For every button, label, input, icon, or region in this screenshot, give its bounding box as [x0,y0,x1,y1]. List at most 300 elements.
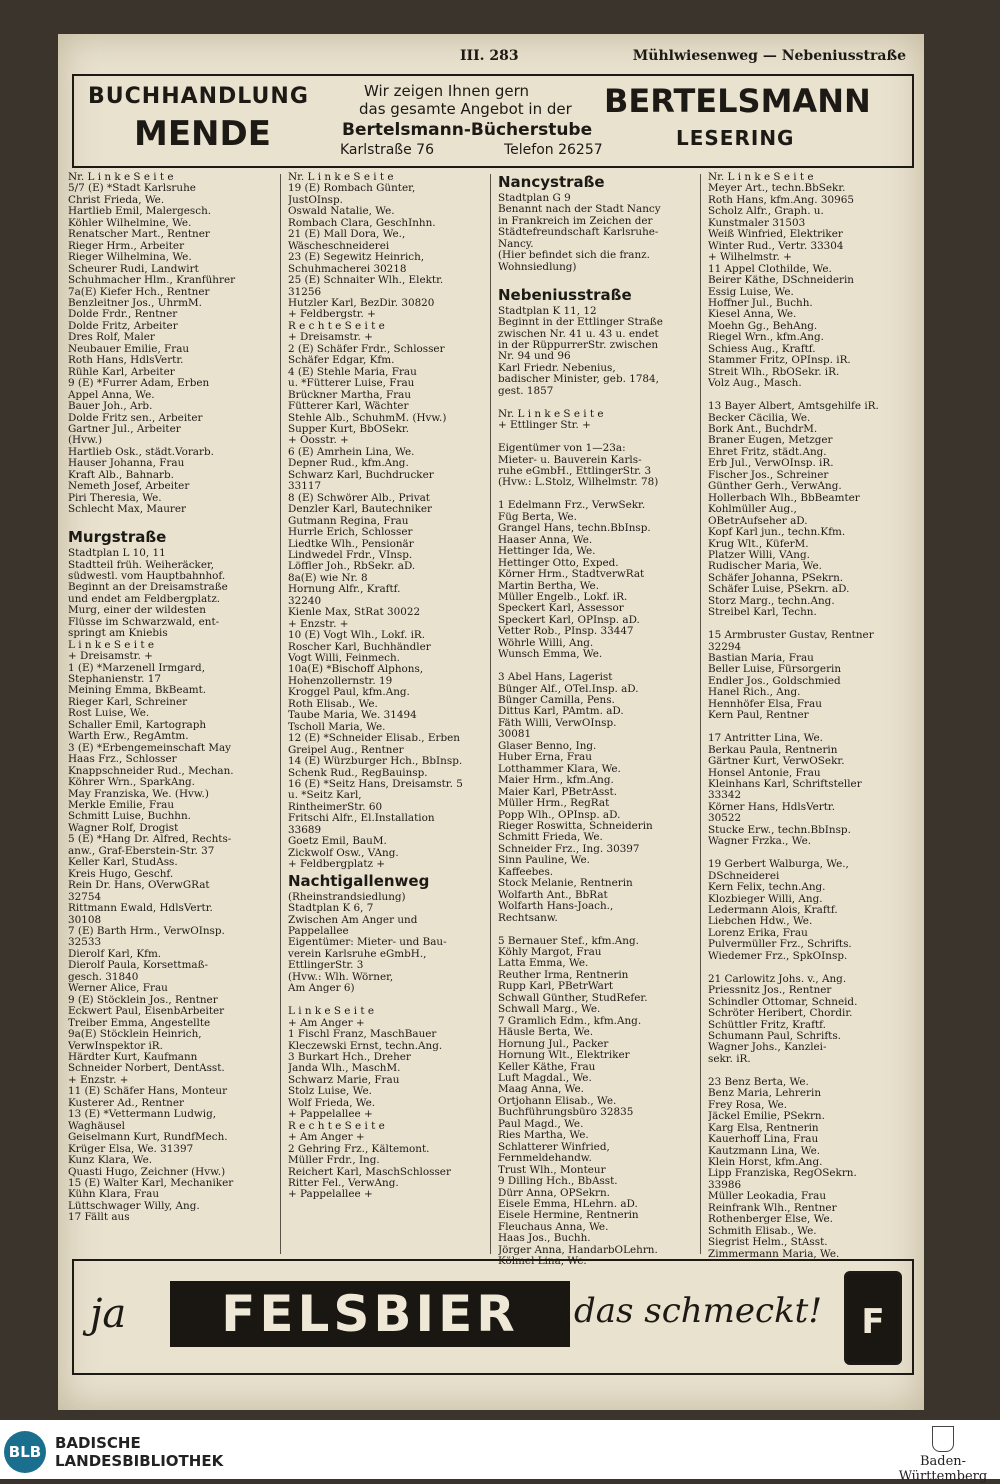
directory-line: Beller Luise, Fürsorgerin [708,664,842,676]
directory-line: Karg Elsa, Rentnerin [708,1122,819,1134]
directory-line [498,273,704,284]
directory-line: Kohlmüller Aug., [708,504,797,516]
ad-felsbier: FELSBIER [221,1285,519,1343]
directory-line: Schäfer Edgar, Kfm. [288,355,395,367]
directory-line: (Hier befindet sich die franz. [498,250,650,262]
directory-line: Haas Jos., Buchh. [498,1233,591,1245]
directory-line: Körner Hans, HdlsVertr. [708,801,836,813]
directory-line: Sinn Pauline, We. [498,855,590,867]
directory-line: Stucke Erw., techn.BbInsp. [708,824,851,836]
directory-line: 9 (E) *Furrer Adam, Erben [68,378,210,390]
directory-line: + Feldbergplatz + [288,859,386,871]
directory-line: Nr. L i n k e S e i t e [498,408,604,420]
directory-line: Frey Rosa, We. [708,1099,787,1111]
directory-line: 23 Benz Berta, We. [708,1076,809,1088]
directory-line: springt am Kniebis [68,628,168,640]
directory-line: Hohenzollernstr. 19 [288,675,393,687]
ad-lesering: LESERING [676,126,795,150]
directory-line: Janda Wlh., MaschM. [288,1063,401,1075]
directory-line: Zwischen Am Anger und [288,914,418,926]
directory-line: Schwarz Marie, Frau [288,1074,400,1086]
directory-line: Becker Cäcilia, We. [708,412,811,424]
directory-line: Reuther Irma, Rentnerin [498,969,629,981]
directory-line: Hurrle Erich, Schlosser [288,527,413,539]
directory-line: Kiesel Anna, We. [708,309,797,321]
directory-line: Karl Friedr. Nebenius, [498,362,616,374]
directory-line: Müller Engelb., Lokf. iR. [498,591,628,603]
ad-address: Karlstraße 76 [340,142,434,158]
directory-line: 30108 [68,914,102,926]
directory-line: 30522 [708,813,742,825]
directory-line: Lorenz Erika, Frau [708,927,808,939]
directory-line: Lotthammer Klara, We. [498,763,621,775]
directory-line: Rost Luise, We. [68,708,150,720]
directory-line: Lindwedel Frdr., VInsp. [288,549,413,561]
directory-line: Wagner Johs., Kanzlei- [708,1042,827,1054]
directory-line: Dolde Fritz, Arbeiter [68,320,178,332]
ad-mende: MENDE [134,114,271,154]
directory-line: Ehret Fritz, städt.Ang. [708,446,827,458]
directory-line: Roscher Karl, Buchhändler [288,641,431,653]
directory-line: ruhe eGmbH., EttlingerStr. 3 [498,465,652,477]
directory-line: Köhrer Wrn., SparkAng. [68,777,195,789]
directory-line: Taube Maria, We. 31494 [288,710,417,722]
directory-line: Schäfer Johanna, PSekrn. [708,572,844,584]
directory-line: Müller Hrm., RegRat [498,798,610,810]
directory-line: in Frankreich im Zeichen der [498,215,653,227]
page-header [58,48,924,70]
directory-line: Keller Karl, StudAss. [68,857,178,869]
directory-line: Schenk Rud., RegBauinsp. [288,767,428,779]
directory-line: Schmith Elisab., We. [708,1225,817,1237]
ad-ja: ja [90,1291,127,1337]
directory-line [708,962,914,973]
directory-line [68,516,274,527]
directory-line [498,924,704,935]
directory-line: Kauerhoff Lina, Frau [708,1134,819,1146]
directory-line: Dierolf Karl, Kfm. [68,948,162,960]
directory-line: gest. 1857 [498,385,554,397]
directory-line: Zimmermann Maria, We. [708,1248,840,1260]
directory-line: badischer Minister, geb. 1784, [498,374,659,386]
directory-line: 19 Gerbert Walburga, We., [708,859,849,871]
directory-line: 1 Edelmann Frz., VerwSekr. [498,500,646,512]
directory-line: Krug Wlt., KüferM. [708,538,809,550]
directory-line: 17 Fällt aus [68,1212,130,1224]
directory-line: Benz Maria, Lehrerin [708,1088,822,1100]
directory-line: 11 (E) Schäfer Hans, Monteur [68,1086,228,1098]
directory-line: Bastian Maria, Frau [708,653,814,665]
directory-line: sekr. iR. [708,1053,751,1065]
directory-line: Nr. L i n k e S e i t e [68,172,174,183]
directory-line: Stammer Fritz, OPInsp. iR. [708,355,851,367]
directory-line: Roth Elisab., We. [288,698,378,710]
directory-line: 21 (E) Mall Dora, We., [288,229,406,241]
directory-line: May Franziska, We. (Hvw.) [68,788,209,800]
directory-line: Kühn Klara, Frau [68,1189,160,1201]
directory-line: + Am Anger + [288,1017,365,1029]
directory-line: Rombach Clara, GeschInhn. [288,217,436,229]
directory-line: Haas Frz., Schlosser [68,754,177,766]
directory-line: Wohnsiedlung) [498,261,577,273]
directory-line: u. *Fütterer Luise, Frau [288,378,415,390]
directory-line: 1 Fischl Franz, MaschBauer [288,1029,437,1041]
directory-line: Maier Hrm., kfm.Ang. [498,775,614,787]
directory-line: Nemeth Josef, Arbeiter [68,481,190,493]
directory-line: Köhly Margot, Frau [498,947,602,958]
directory-line: in der RüppurrerStr. zwischen [498,339,659,351]
directory-line [708,1065,914,1076]
directory-line: Pulvermüller Frz., Schrifts. [708,939,852,951]
ad-text-1: Wir zeigen Ihnen gern [364,82,529,100]
directory-line: Hutzler Karl, BezDir. 30820 [288,297,435,309]
directory-line: Kroggel Paul, kfm.Ang. [288,687,410,699]
directory-line: Wäscheschneiderei [288,240,390,252]
directory-line: Löffler Joh., RbSekr. aD. [288,561,416,573]
directory-line: Fischer Jos., Schreiner [708,469,829,481]
directory-line: Hornung Jul., Packer [498,1038,609,1050]
directory-line: Kleczewski Ernst, techn.Ang. [288,1040,443,1052]
directory-line: anw., Graf-Eberstein-Str. 37 [68,845,215,857]
directory-line: 15 (E) Walter Karl, Mechaniker [68,1177,234,1189]
directory-line: Murg, einer der wildesten [68,605,206,617]
directory-line: Dierolf Paula, Korsettmaß- [68,960,209,972]
directory-line: Rudischer Maria, We. [708,561,822,573]
directory-line: Häusle Berta, We. [498,1027,594,1039]
directory-line: + Pappelallee + [288,1109,373,1121]
directory-line: 4 (E) Stehle Maria, Frau [288,366,417,378]
directory-line: 2 (E) Schäfer Frdr., Schlosser [288,343,445,355]
directory-line: Bünger Alf., OTel.Insp. aD. [498,683,639,695]
directory-line: Speckert Karl, Assessor [498,603,624,615]
directory-line: Quasti Hugo, Zeichner (Hvw.) [68,1166,226,1178]
directory-line: R e c h t e S e i t e [288,1120,385,1132]
directory-line: Endler Jos., Goldschmied [708,675,841,687]
directory-line: Dolde Frdr., Rentner [68,309,178,321]
directory-line: Rittmann Ewald, HdlsVertr. [68,903,213,915]
directory-line: Jäckel Emilie, PSekrn. [708,1111,825,1123]
directory-line: Denzler Karl, Bautechniker [288,504,433,516]
directory-line: Klein Horst, kfm.Ang. [708,1156,823,1168]
directory-line: 7 Gramlich Edm., kfm.Ang. [498,1015,642,1027]
crest-icon [932,1426,954,1452]
street-heading: Murgstraße [68,528,167,547]
directory-line: Beginnt in der Ettlinger Straße [498,317,663,329]
directory-line: Hartlieb Osk., städt.Vorarb. [68,446,214,458]
directory-line: Stock Melanie, Rentnerin [498,878,633,890]
directory-line: Jörger Anna, HandarbOLehrn. [498,1244,658,1256]
ad-bertelsmann: BERTELSMANN [604,82,871,120]
directory-line: Am Anger 6) [288,983,355,995]
directory-line: 12 (E) *Schneider Elisab., Erben [288,733,460,745]
baden-wuerttemberg-logo[interactable] [898,1426,988,1484]
directory-line: zwischen Nr. 41 u. 43 u. endet [498,328,659,340]
directory-line: Schwall Marg., We. [498,1004,601,1016]
directory-line: Nr. L i n k e S e i t e [288,172,394,183]
directory-line: Dolde Fritz sen., Arbeiter [68,412,203,424]
directory-line: 8 (E) Schwörer Alb., Privat [288,492,430,504]
directory-line: Volz Aug., Masch. [708,378,802,390]
directory-line: 33117 [288,481,322,493]
directory-line: 17 Antritter Lina, We. [708,733,823,745]
directory-line: Gärtner Kurt, VerwOSekr. [708,756,845,768]
directory-line: 2 Gehring Frz., Kältemont. [288,1143,430,1155]
directory-line: Hollerbach Wlh., BbBeamter [708,492,860,504]
brewery-shield-icon [844,1271,902,1365]
directory-line: Roth Hans, HdlsVertr. [68,355,184,367]
directory-line: Kölmel Lina, We. [498,1256,587,1268]
directory-line: Wolf Frieda, We. [288,1097,376,1109]
directory-line: Kleinhans Karl, Schriftsteller [708,779,862,791]
directory-line: Müller Frdr., Ing. [288,1155,380,1167]
directory-line: Kaffeebes. [498,866,554,878]
directory-line: Streit Wlh., RbOSekr. iR. [708,366,840,378]
directory-line: Roth Hans, kfm.Ang. 30965 [708,194,854,206]
directory-line: (Hvw.: Wlh. Wörner, [288,971,394,983]
directory-line [498,432,704,443]
directory-line: 3 (E) *Erbengemeinschaft May [68,742,232,754]
directory-line: Kautzmann Lina, We. [708,1145,821,1157]
directory-line: Kraft Alb., Bahnarb. [68,469,174,481]
directory-line: Hettinger Otto, Exped. [498,557,619,569]
directory-line: Füg Berta, We. [498,511,577,523]
directory-line: Gartner Jul., Arbeiter [68,423,181,435]
directory-line: Nancy. [498,238,534,250]
directory-line: OBetrAufseher aD. [708,515,808,527]
directory-line: Trust Wlh., Monteur [498,1164,606,1176]
directory-line: 15 Armbruster Gustav, Rentner [708,630,874,642]
directory-line: Piri Theresia, We. [68,492,162,504]
directory-line: gesch. 31840 [68,971,139,983]
directory-line: Priessnitz Jos., Rentner [708,985,832,997]
directory-line: Hettinger Ida, We. [498,546,596,558]
directory-line: Benzleitner Jos., UhrmM. [68,297,202,309]
library-line-1: BADISCHE [55,1434,141,1452]
bw-label: Baden-Württemberg [898,1454,988,1484]
directory-line: Berkau Paula, Rentnerin [708,744,838,756]
directory-line [288,995,494,1006]
directory-line: 13 Bayer Albert, Amtsgehilfe iR. [708,401,879,413]
directory-line: 31256 [288,286,322,298]
directory-line: Mieter- u. Bauverein Karls- [498,454,642,466]
directory-line: 7a(E) Kiefer Hch., Rentner [68,286,210,298]
shield-letter: F [861,1302,885,1342]
directory-line: Schindler Ottomar, Schneid. [708,996,858,1008]
directory-line: Fritschi Alfr., El.Installation [288,813,435,825]
directory-line: Tscholl Maria, We. [288,721,386,733]
directory-line [498,397,704,408]
directory-line: Bauer Joh., Arb. [68,401,153,413]
directory-line: Hornung Alfr., Kraftf. [288,584,401,596]
directory-line: Wagner Frzka., We. [708,836,812,848]
directory-line: Rühle Karl, Arbeiter [68,366,175,378]
ad-text-3: Bertelsmann-Bücherstube [342,120,593,140]
directory-line: und endet am Feldbergplatz. [68,593,221,605]
directory-line: Städtefreundschaft Karlsruhe- [498,227,659,239]
directory-line: Liebchen Hdw., We. [708,916,813,928]
directory-line: Huber Erna, Frau [498,752,592,764]
directory-line: Renatscher Mart., Rentner [68,229,210,241]
directory-line: 1 (E) *Marzenell Irmgard, [68,662,206,674]
directory-line: Eckwert Paul, EisenbArbeiter [68,1006,225,1018]
directory-line: Ries Martha, We. [498,1130,589,1142]
directory-line: Eisele Emma, HLehrn. aD. [498,1198,638,1210]
directory-line: (Rheinstrandsiedlung) [288,891,406,903]
ad-slogan: das schmeckt! [574,1291,823,1331]
directory-line: Pappelallee [288,926,349,937]
directory-line: Stehle Alb., SchuhmM. (Hvw.) [288,412,447,424]
directory-line: Glaser Benno, Ing. [498,740,597,752]
directory-line: Meining Emma, BkBeamt. [68,685,207,697]
directory-line: Rieger Roswitta, Schneiderin [498,821,653,833]
directory-line: L i n k e S e i t e [288,1006,375,1018]
directory-line: Dittus Karl, PAmtm. aD. [498,706,624,718]
directory-line: 32533 [68,937,102,949]
directory-line: Vogt Willi, Feinmech. [288,653,400,665]
directory-line: Zickwolf Osw., VAng. [288,847,399,859]
column-1 [68,172,274,1224]
directory-line: Kern Felix, techn.Ang. [708,882,826,894]
directory-line: JustOInsp. [288,194,343,206]
directory-line: Schumann Paul, Schrifts. [708,1030,841,1042]
directory-line: Nr. 94 und 96 [498,351,571,363]
directory-line: Kunstmaler 31503 [708,217,806,229]
directory-line: Eisele Hermine, Rentnerin [498,1210,639,1222]
directory-line: Martin Bertha, We. [498,580,599,592]
street-range: Mühlwiesenweg — Nebeniusstraße [632,48,906,64]
ad-text-2: das gesamte Angebot in der [359,100,572,118]
directory-line [708,848,914,859]
directory-line: 25 (E) Schnaiter Wlh., Elektr. [288,275,444,287]
directory-line: Erb Jul., VerwOInsp. iR. [708,458,834,470]
directory-line: VerwInspektor iR. [68,1040,163,1052]
directory-line: Dürr Anna, OPSekrn. [498,1187,610,1199]
directory-line: Gutmann Regina, Frau [288,515,409,527]
directory-line: Hartlieb Emil, Malergesch. [68,206,212,218]
ad-brand-bar [170,1281,570,1347]
directory-line: Schröter Heribert, Chordir. [708,1008,853,1020]
directory-line: Rieger Wilhelmina, We. [68,252,192,264]
directory-line: + Enzstr. + [288,618,349,630]
directory-line: 14 (E) Würzburger Hch., BbInsp. [288,756,463,768]
directory-line: Grangel Hans, techn.BbInsp. [498,523,651,535]
column-3 [498,172,704,1268]
directory-line: Haaser Anna, We. [498,534,593,546]
blb-logo-icon[interactable]: BLB [4,1431,46,1473]
directory-line: (Hvw.) [68,435,103,447]
ad-buchhandlung: BUCHHANDLUNG [88,84,309,109]
directory-line: Schlecht Max, Maurer [68,504,187,516]
directory-line: Schmitt Frieda, We. [498,832,603,844]
directory-line: Hornung Wlt., Elektriker [498,1050,630,1062]
directory-line: 21 Carlowitz Johs. v., Ang. [708,973,847,985]
directory-line: Kern Paul, Rentner [708,710,809,722]
directory-line: Popp Wlh., OPInsp. aD. [498,809,621,821]
directory-line: + Dreisamstr. + [68,651,153,663]
directory-line: Vetter Rob., PInsp. 33447 [498,626,634,638]
directory-line: Beginnt an der Dreisamstraße [68,582,228,594]
directory-line: Keller Käthe, Frau [498,1061,596,1073]
directory-line: Greipel Aug., Rentner [288,744,404,756]
directory-line: Stadtplan L 10, 11 [68,548,166,560]
directory-line: Essig Luise, We. [708,286,794,298]
directory-line: Weiß Winfried, Elektriker [708,229,843,241]
directory-line: Krüger Elsa, We. 31397 [68,1143,194,1155]
directory-line: 32754 [68,891,102,903]
directory-line [498,489,704,500]
directory-line: 33986 [708,1179,742,1191]
directory-line: Benannt nach der Stadt Nancy [498,204,661,216]
street-heading: Nachtigallenweg [288,871,430,890]
directory-line: + Dreisamstr. + [288,332,373,344]
directory-line: Ritter Fel., VerwAng. [288,1177,399,1189]
directory-line: 32294 [708,641,742,653]
directory-line: Paul Magd., We. [498,1118,584,1130]
directory-line: (Hvw.: L.Stolz, Wilhelmstr. 78) [498,477,659,489]
directory-line: Ortjohann Elisab., We. [498,1095,617,1107]
directory-line: + Oosstr. + [288,435,349,447]
directory-line: 3 Burkart Hch., Dreher [288,1051,411,1063]
directory-line: Rechtsanw. [498,912,558,924]
directory-line: Schwall Günther, StudRefer. [498,992,648,1004]
directory-line: Lipp Franziska, RegOSekrn. [708,1168,857,1180]
directory-line: Luft Magdal., We. [498,1072,592,1084]
directory-line: Winter Rud., Vertr. 33304 [708,240,844,252]
directory-line: Reinfrank Wlh., Rentner [708,1202,837,1214]
directory-line: Fütterer Karl, Wächter [288,401,409,413]
directory-line: 5 Bernauer Stef., kfm.Ang. [498,935,639,947]
directory-line: Goetz Emil, BauM. [288,836,387,848]
directory-line: Stephanienstr. 17 [68,674,161,686]
directory-line: Wiedemer Frz., SpkOInsp. [708,950,848,962]
directory-line: Rein Dr. Hans, OVerwGRat [68,880,210,892]
directory-line: Kreis Hugo, Geschf. [68,868,174,880]
column-divider [280,174,281,1254]
directory-line: Maag Anna, We. [498,1084,584,1096]
directory-line: 10 (E) Vogt Wlh., Lokf. iR. [288,630,426,642]
directory-line: 7 (E) Barth Hrm., VerwOInsp. [68,926,225,937]
library-name [55,1434,223,1470]
directory-line: Schlatterer Winfried, [498,1141,610,1153]
directory-line: Lüttschwager Willy, Ang. [68,1200,200,1212]
directory-line: 33689 [288,824,322,836]
directory-line: Dres Rolf, Maler [68,332,155,344]
directory-line: Treiber Emma, Angestellte [68,1017,211,1029]
directory-line: + Wilhelmstr. + [708,252,792,264]
directory-line: DSchneiderei [708,870,780,882]
directory-line: Schüttler Fritz, Kraftf. [708,1019,826,1031]
street-heading: Nancystraße [498,173,605,191]
directory-line: 9a(E) Stöcklein Heinrich, [68,1029,202,1041]
directory-line: Schwarz Karl, Buchdrucker [288,469,434,481]
directory-line: Neubauer Emilie, Frau [68,343,190,355]
directory-line: Hennhöfer Elsa, Frau [708,698,822,710]
directory-line: Schuhmacherei 30218 [288,263,407,275]
directory-line: Müller Leokadia, Frau [708,1191,827,1203]
column-2 [288,172,494,1201]
directory-line: Stadtplan K 11, 12 [498,305,597,317]
directory-line: Buchführungsbüro 32835 [498,1107,634,1119]
directory-line: Warth Erw., RegAmtm. [68,731,189,743]
directory-line: Bork Ant., BuchdrM. [708,423,818,435]
directory-line: + Am Anger + [288,1132,365,1144]
directory-line: 30081 [498,729,532,741]
directory-line: Hanel Rich., Ang. [708,687,801,699]
directory-line: Fäth Willi, VerwOInsp. [498,717,617,729]
directory-line: Schmitt Luise, Buchhn. [68,811,191,823]
directory-line: Flüsse im Schwarzwald, ent- [68,616,220,628]
directory-line: Geiselmann Kurt, RundfMech. [68,1132,228,1144]
